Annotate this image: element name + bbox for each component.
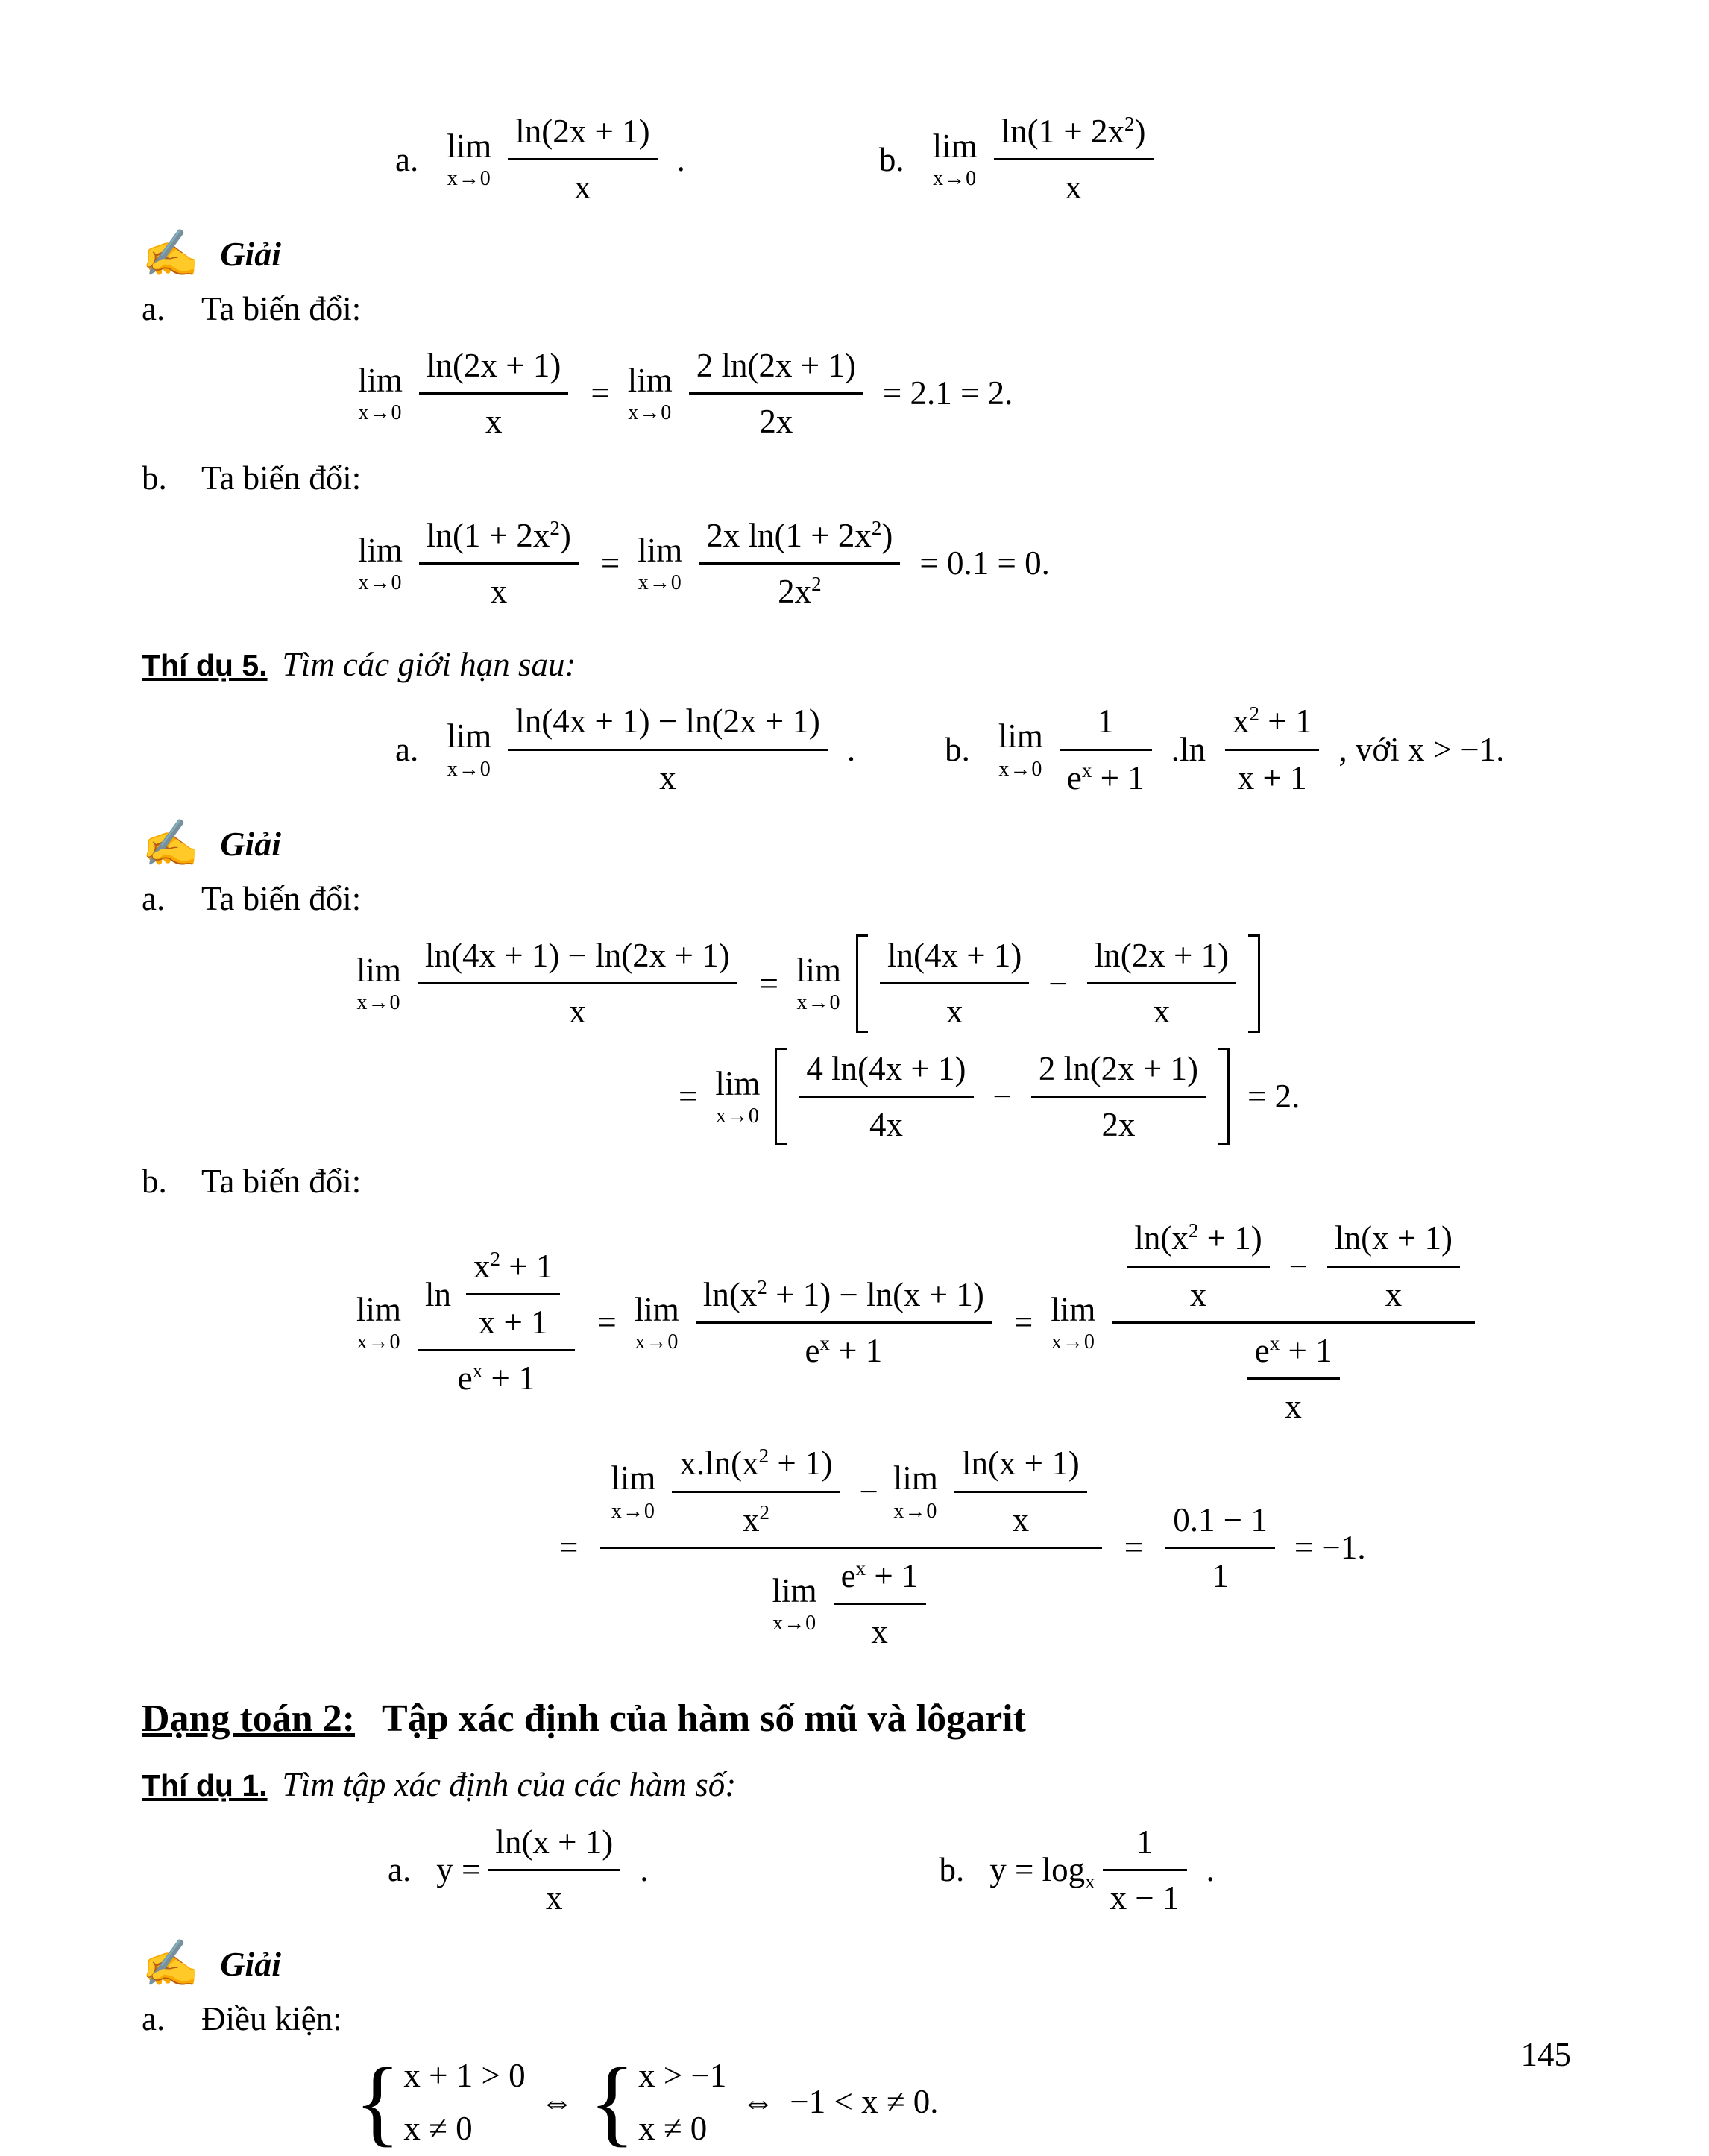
lim-subscript: x→0 — [628, 401, 673, 425]
lim-word: lim — [447, 717, 492, 755]
math-text: + 1 — [500, 1247, 553, 1285]
exponent: 2 — [550, 516, 560, 539]
item-a-label: a. — [395, 730, 419, 768]
minus-sign: − — [992, 1078, 1012, 1116]
result-text: = 2. — [1247, 1078, 1300, 1116]
problem-row — [388, 1821, 1575, 1920]
item-b-label: b. — [878, 140, 904, 178]
example-5-heading — [142, 644, 1575, 685]
fraction — [1087, 934, 1236, 1033]
giai-label: Giải — [220, 234, 281, 273]
lim-subscript: x→0 — [715, 1104, 760, 1128]
math-text: e — [805, 1331, 820, 1369]
fraction — [799, 1048, 973, 1146]
transform-label: Ta biến đổi: — [201, 879, 362, 917]
example-1-label: Thí dụ 1. — [142, 1768, 268, 1803]
list-item-b — [142, 457, 1575, 499]
numerator: ln(4x + 1) − ln(2x + 1) — [418, 934, 737, 984]
denominator — [600, 1549, 1101, 1653]
denominator: x — [945, 993, 963, 1031]
solution-heading — [142, 228, 1575, 280]
math-text: + 1 — [1092, 758, 1145, 796]
pen-icon: ✍ — [142, 228, 200, 280]
item-b-label: b. — [939, 1851, 965, 1889]
math-text: + 1 — [866, 1556, 919, 1594]
numerator — [699, 515, 900, 565]
denominator: x — [659, 758, 676, 796]
example-1-heading — [142, 1764, 1575, 1805]
denominator: x — [569, 993, 586, 1031]
numerator: ln(2x + 1) — [1087, 934, 1236, 984]
item-a-label: a. — [388, 1851, 412, 1889]
limit — [1051, 1292, 1095, 1353]
fraction — [689, 345, 863, 443]
exponent: 2 — [757, 1275, 767, 1298]
lim-word: lim — [356, 1290, 402, 1328]
math-text: ) — [1134, 113, 1146, 150]
math-text: ) — [559, 516, 571, 554]
numerator: ln(4x + 1) — [880, 934, 1029, 984]
display-formula — [664, 1048, 1575, 1146]
math-text: + 1) — [1198, 1219, 1262, 1257]
lim-subscript: x→0 — [1051, 1330, 1095, 1354]
denominator: x — [1065, 169, 1082, 207]
example-5-prompt: Tìm các giới hạn sau: — [282, 646, 576, 683]
numerator — [600, 1442, 1101, 1549]
limit — [611, 1461, 655, 1521]
fraction — [994, 110, 1154, 209]
denominator: x — [1285, 1388, 1302, 1425]
lim-subscript: x→0 — [358, 401, 403, 425]
system-line: x ≠ 0 — [638, 2109, 708, 2147]
equals-sign: = — [759, 964, 778, 1002]
log-base: x — [1085, 1870, 1095, 1893]
display-formula — [355, 515, 1575, 613]
display-formula — [353, 934, 1575, 1033]
big-fraction — [1112, 1217, 1475, 1427]
nested-fraction — [672, 1442, 840, 1541]
math-text: + 1 — [829, 1331, 883, 1369]
example-1-prompt: Tìm tập xác định của các hàm số: — [282, 1766, 737, 1804]
denominator: 4x — [869, 1105, 903, 1143]
left-bracket — [775, 1048, 787, 1146]
problem-item-b — [879, 110, 1161, 209]
result-text: = −1. — [1294, 1529, 1366, 1567]
denominator: 1 — [1212, 1556, 1229, 1594]
problem-item-a — [395, 700, 855, 799]
lim-word: lim — [772, 1571, 817, 1609]
math-text: x — [1233, 703, 1250, 741]
lim-word: lim — [638, 531, 683, 569]
transform-label: Ta biến đổi: — [201, 1163, 362, 1200]
fraction — [418, 934, 737, 1033]
lim-subscript: x→0 — [772, 1612, 817, 1635]
limit — [635, 1292, 679, 1353]
denominator — [672, 1493, 840, 1541]
exponent: 2 — [490, 1247, 501, 1270]
limit — [358, 533, 403, 594]
lim-word: lim — [358, 361, 403, 399]
fraction — [418, 1245, 575, 1400]
denominator: 2x — [759, 403, 793, 440]
equals-sign: = — [559, 1529, 579, 1567]
example-5-label: Thí dụ 5. — [142, 648, 268, 682]
fraction — [1103, 1821, 1187, 1920]
item-a-label: a. — [142, 879, 166, 917]
exponent: 2 — [759, 1500, 769, 1524]
limit — [772, 1571, 817, 1635]
denominator: x — [1153, 993, 1171, 1031]
exponent: x — [819, 1331, 830, 1354]
numerator — [466, 1245, 560, 1295]
lim-word: lim — [796, 952, 842, 990]
exponent: 2 — [758, 1445, 769, 1468]
solution-heading — [142, 818, 1575, 870]
denominator — [418, 1351, 575, 1399]
math-text: + 1 — [482, 1360, 535, 1398]
limit — [715, 1066, 760, 1127]
lim-word: lim — [932, 128, 978, 166]
fraction — [488, 1821, 620, 1920]
numerator: 0.1 − 1 — [1165, 1499, 1275, 1549]
display-formula — [355, 345, 1575, 443]
math-text: ln(1 + 2x — [427, 516, 550, 554]
numerator: 1 — [1103, 1821, 1187, 1871]
minus-sign: − — [1288, 1247, 1309, 1285]
list-item-b — [142, 1160, 1575, 1202]
lim-subscript: x→0 — [358, 571, 403, 594]
fraction — [1165, 1499, 1275, 1597]
list-item-a — [142, 288, 1575, 330]
limit — [933, 129, 978, 189]
exponent: 2 — [1249, 703, 1259, 726]
minus-sign: − — [1048, 964, 1068, 1002]
system-line: x > −1 — [638, 2057, 727, 2095]
math-text: e — [840, 1556, 856, 1594]
equation-system — [354, 2048, 526, 2156]
lim-word: lim — [634, 1290, 679, 1328]
denominator: x — [574, 169, 591, 207]
exponent: 2 — [871, 516, 882, 539]
limit — [356, 1292, 401, 1353]
numerator: ln(2x + 1) — [419, 345, 568, 395]
denominator: x − 1 — [1110, 1879, 1180, 1917]
item-b-label: b. — [945, 730, 970, 768]
problem-item-b — [945, 700, 1504, 799]
right-bracket — [1218, 1048, 1230, 1146]
lim-word: lim — [893, 1459, 938, 1497]
lim-subscript: x→0 — [933, 167, 978, 191]
math-text: y = log — [989, 1851, 1086, 1889]
giai-label: Giải — [220, 825, 281, 863]
exponent: x — [855, 1556, 866, 1580]
problem-item-a — [388, 1821, 648, 1920]
numerator — [419, 515, 579, 565]
system-line: x ≠ 0 — [403, 2109, 473, 2147]
math-text: ln(x — [702, 1275, 758, 1313]
display-formula — [544, 1442, 1575, 1653]
limit — [356, 953, 401, 1013]
lim-subscript: x→0 — [447, 167, 491, 191]
equals-sign: = — [1013, 1304, 1033, 1342]
item-a-label: a. — [395, 140, 419, 178]
numerator: ln(2x + 1) — [508, 110, 657, 160]
fraction — [508, 110, 657, 209]
math-text: e — [1254, 1331, 1270, 1369]
numerator: 4 ln(4x + 1) — [799, 1048, 973, 1098]
nested-fraction — [1127, 1217, 1269, 1316]
problem-row — [395, 700, 1575, 799]
denominator: 2x — [1101, 1105, 1136, 1143]
nested-fraction — [1247, 1330, 1340, 1428]
numerator — [1127, 1217, 1269, 1267]
exponent: x — [1269, 1331, 1280, 1354]
denominator: x + 1 — [478, 1304, 548, 1342]
equation-system — [588, 2048, 727, 2156]
math-text: + 1 — [1259, 703, 1312, 741]
pen-icon: ✍ — [142, 818, 200, 870]
numerator — [834, 1555, 926, 1605]
numerator — [1225, 700, 1319, 750]
lim-word: lim — [998, 717, 1043, 755]
fraction — [508, 700, 828, 799]
limit — [638, 533, 682, 594]
problem-item-a — [395, 110, 685, 209]
period: . — [846, 730, 856, 768]
math-text: ) — [881, 516, 893, 554]
limit — [447, 719, 491, 779]
fraction — [696, 1274, 992, 1372]
big-fraction — [600, 1442, 1101, 1653]
numerator — [696, 1274, 992, 1324]
denominator: x + 1 — [1237, 758, 1307, 796]
denominator: x — [485, 403, 503, 440]
item-b-label: b. — [142, 459, 167, 497]
lim-subscript: x→0 — [635, 1330, 679, 1354]
limit — [998, 719, 1043, 779]
page-number: 145 — [1520, 2035, 1571, 2073]
exponent: x — [472, 1360, 483, 1383]
giai-label: Giải — [220, 1945, 281, 1984]
nested-fraction — [466, 1245, 560, 1344]
lim-word: lim — [627, 361, 673, 399]
math-text: + 1) — [769, 1445, 833, 1483]
item-b-label: b. — [142, 1163, 167, 1200]
period: . — [676, 140, 685, 178]
denominator: x — [490, 572, 508, 610]
lim-subscript: x→0 — [893, 1499, 938, 1523]
system-line: x + 1 > 0 — [403, 2057, 526, 2095]
period: . — [1206, 1851, 1215, 1889]
ln-operator: ln — [425, 1275, 452, 1313]
period: . — [640, 1851, 649, 1889]
denominator — [1060, 751, 1152, 799]
section-title: Tập xác định của hàm số mũ và lôgarit — [382, 1697, 1026, 1741]
result-text: = 0.1 = 0. — [919, 544, 1050, 582]
fraction — [1060, 700, 1152, 799]
section-label: Dạng toán 2: — [142, 1697, 356, 1741]
fraction — [419, 345, 568, 443]
problem-row — [395, 110, 1575, 209]
lim-word: lim — [715, 1064, 761, 1102]
denominator: x — [1385, 1275, 1403, 1313]
fraction — [880, 934, 1029, 1033]
item-a-label: a. — [142, 2000, 166, 2037]
math-text: x.ln(x — [679, 1445, 759, 1483]
numerator: 2 ln(2x + 1) — [689, 345, 863, 395]
problem-item-b — [939, 1821, 1214, 1920]
pen-icon: ✍ — [142, 1939, 200, 1990]
math-text: e — [1066, 758, 1082, 796]
denominator — [1112, 1324, 1475, 1428]
lim-subscript: x→0 — [356, 991, 401, 1015]
equals-sign: = — [679, 1078, 698, 1116]
numerator: ln(4x + 1) − ln(2x + 1) — [508, 700, 828, 750]
lim-subscript: x→0 — [611, 1499, 655, 1523]
item-a-label: a. — [142, 289, 166, 327]
limit — [447, 129, 491, 189]
equals-sign: = — [600, 544, 620, 582]
section-heading — [142, 1694, 1575, 1743]
condition-label: Điều kiện: — [201, 2000, 342, 2037]
left-brace: { — [588, 2048, 636, 2156]
condition-text: , với x > −1. — [1338, 730, 1505, 768]
denominator: x — [546, 1879, 563, 1917]
exponent: 2 — [811, 572, 822, 595]
math-text: + 1) − ln(x + 1) — [767, 1275, 984, 1313]
denominator — [696, 1324, 992, 1371]
numerator — [994, 110, 1154, 160]
nested-fraction — [834, 1555, 926, 1653]
lim-word: lim — [447, 128, 492, 166]
lim-word: lim — [611, 1459, 656, 1497]
left-bracket — [856, 934, 868, 1033]
limit — [796, 953, 841, 1013]
limit — [893, 1461, 938, 1521]
limit — [358, 363, 403, 424]
math-text — [989, 1849, 1095, 1891]
lim-subscript: x→0 — [998, 757, 1043, 781]
lim-word: lim — [1051, 1290, 1096, 1328]
exponent: x — [1081, 758, 1092, 782]
numerator: ln(x + 1) — [488, 1821, 620, 1871]
nested-fraction — [954, 1442, 1087, 1541]
numerator — [1247, 1330, 1340, 1380]
minus-sign: − — [859, 1472, 878, 1510]
bracket-group — [775, 1048, 1230, 1146]
right-bracket — [1248, 934, 1260, 1033]
iff-symbol: ⇔ — [540, 2083, 574, 2121]
math-text: 2x — [778, 572, 812, 610]
numerator — [1112, 1217, 1475, 1324]
numerator: 1 — [1060, 700, 1152, 750]
lim-subscript: x→0 — [447, 757, 491, 781]
lim-word: lim — [356, 952, 402, 990]
denominator: x — [871, 1613, 888, 1650]
dot-ln-operator: .ln — [1171, 730, 1206, 768]
math-text: ln(1 + 2x — [1001, 113, 1124, 150]
display-formula — [353, 1217, 1575, 1427]
nested-fraction — [1327, 1217, 1460, 1316]
fraction — [1225, 700, 1319, 799]
denominator: x — [1189, 1275, 1207, 1313]
solution-heading — [142, 1939, 1575, 1990]
denominator — [699, 565, 900, 612]
math-text: y = — [436, 1851, 481, 1889]
transform-label: Ta biến đổi: — [201, 289, 362, 327]
numerator — [672, 1442, 840, 1492]
list-item-a — [142, 1998, 1575, 2040]
left-brace: { — [354, 2048, 401, 2156]
math-text: ln(x — [1134, 1219, 1189, 1257]
bracket-group — [856, 934, 1260, 1033]
equals-sign: = — [597, 1304, 617, 1342]
lim-subscript: x→0 — [356, 1330, 401, 1354]
math-text: 2x ln(1 + 2x — [706, 516, 872, 554]
fraction — [699, 515, 900, 613]
equals-sign: = — [591, 374, 610, 412]
numerator: ln(x + 1) — [1327, 1217, 1460, 1267]
lim-subscript: x→0 — [796, 991, 841, 1015]
denominator: x — [1012, 1500, 1030, 1539]
numerator: 2 ln(2x + 1) — [1031, 1048, 1206, 1098]
fraction — [1031, 1048, 1206, 1146]
math-text: + 1 — [1280, 1331, 1332, 1369]
math-text: x — [742, 1500, 760, 1539]
transform-label: Ta biến đổi: — [201, 459, 362, 497]
math-text: e — [457, 1360, 473, 1398]
lim-subscript: x→0 — [638, 571, 682, 594]
fraction — [419, 515, 579, 613]
equals-sign: = — [1124, 1529, 1144, 1567]
math-text: x — [473, 1247, 491, 1285]
exponent: 2 — [1124, 113, 1135, 135]
numerator — [418, 1245, 575, 1352]
limit — [628, 363, 673, 424]
result-text: = 2.1 = 2. — [882, 374, 1013, 412]
numerator: ln(x + 1) — [954, 1442, 1087, 1492]
iff-symbol: ⇔ — [741, 2083, 775, 2121]
lim-word: lim — [358, 531, 403, 569]
result-text: −1 < x ≠ 0. — [790, 2083, 939, 2121]
exponent: 2 — [1188, 1219, 1199, 1242]
list-item-a — [142, 878, 1575, 920]
